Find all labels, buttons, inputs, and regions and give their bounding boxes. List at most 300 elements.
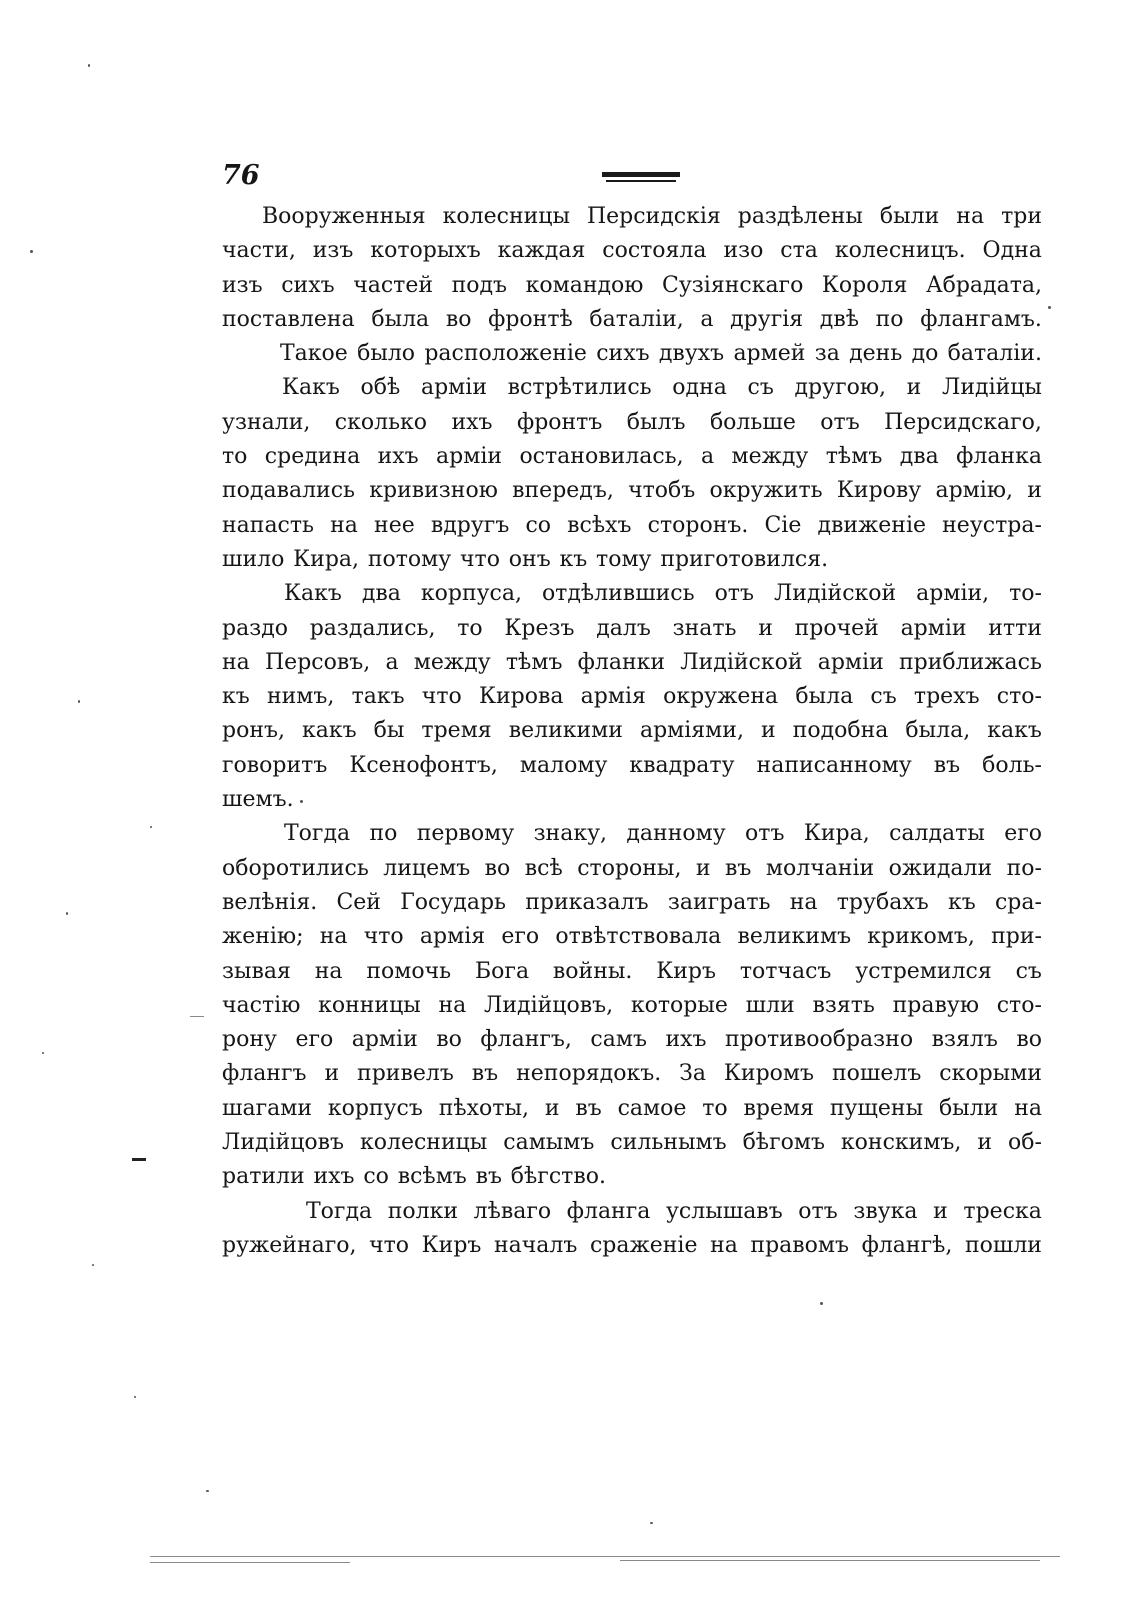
text-word: во — [436, 1027, 462, 1053]
text-word: больше — [709, 409, 796, 435]
text-word: Какъ — [284, 581, 342, 607]
text-word: Киръ — [656, 958, 716, 984]
text-word: Киръ — [421, 1232, 482, 1258]
text-word: раздѣлены — [737, 204, 863, 229]
text-line — [222, 852, 1042, 886]
text-word: приготовился. — [660, 546, 829, 572]
text-line — [222, 234, 1042, 268]
text-word: отъ — [798, 1198, 838, 1224]
scan-speck — [30, 250, 33, 253]
text-word: данному — [626, 821, 726, 847]
text-word: въ — [475, 1164, 502, 1190]
text-word: колесницъ. — [834, 238, 966, 264]
text-word: съ — [747, 375, 774, 401]
text-word: всѣмъ — [397, 1164, 467, 1190]
text-word: и — [544, 1095, 560, 1121]
text-word: командою — [525, 272, 644, 298]
text-word: войны. — [552, 958, 633, 984]
text-word: были — [938, 1095, 999, 1121]
text-word: звука — [853, 1198, 918, 1224]
text-word: кривизною — [369, 478, 498, 504]
text-word: и — [977, 1130, 993, 1156]
text-word: взялъ — [931, 1027, 998, 1053]
text-word: между — [731, 444, 809, 470]
text-word: на — [319, 924, 348, 950]
text-word: Одна — [982, 238, 1042, 264]
text-word: средина — [264, 444, 361, 470]
text-word: тремя — [421, 718, 492, 744]
text-word: отдѣлившись — [541, 581, 695, 607]
text-word: сихъ — [596, 341, 650, 367]
text-line — [222, 886, 1042, 920]
text-word: на — [956, 204, 985, 229]
text-word: полки — [387, 1198, 459, 1224]
text-word: его — [1004, 821, 1042, 847]
scan-dash — [190, 1016, 204, 1017]
text-word: сра- — [994, 889, 1042, 915]
text-word: то — [457, 615, 483, 641]
text-word: Лидійцовъ, — [484, 992, 614, 1018]
text-word: три — [1001, 204, 1042, 229]
text-word: что — [421, 684, 462, 710]
text-word: арміи — [351, 1027, 418, 1053]
text-word: шли — [745, 992, 795, 1018]
text-word: фронтѣ — [488, 306, 573, 332]
text-line — [222, 303, 1042, 337]
text-word: и — [758, 615, 773, 641]
text-word: каждая — [497, 238, 586, 264]
text-word: флангъ — [222, 1061, 307, 1087]
text-word: въ — [471, 1061, 499, 1087]
text-word: помочь — [366, 958, 452, 984]
text-word: далъ — [596, 615, 651, 641]
text-word: въ — [933, 752, 961, 778]
text-word: Кирову — [836, 478, 922, 504]
text-word: со — [525, 512, 552, 538]
text-word: противообразно — [725, 1027, 914, 1053]
text-word: до — [911, 341, 939, 367]
text-word: Тогда — [284, 821, 351, 847]
ornament-bar-thick — [602, 172, 680, 177]
text-word: остановилась, — [519, 444, 684, 470]
text-word: женію; — [222, 924, 304, 950]
text-word: раздо — [222, 615, 288, 641]
text-word: прочей — [794, 615, 879, 641]
text-line — [222, 1229, 1042, 1263]
text-word: Кирова — [478, 684, 564, 710]
page-number: 76 — [222, 160, 260, 191]
text-word: треска — [963, 1198, 1042, 1224]
text-word: расположеніе — [424, 341, 587, 367]
text-word: ихъ — [451, 409, 493, 435]
text-word: отъ — [714, 581, 754, 607]
text-word: Государь — [400, 889, 507, 915]
text-word: была — [795, 684, 854, 710]
text-word: знать — [672, 615, 737, 641]
text-word: частей — [353, 272, 434, 298]
text-word: шагами — [222, 1095, 312, 1121]
text-word: бѣгство. — [510, 1164, 606, 1190]
text-word: движеніе — [817, 512, 927, 538]
text-word: Вооруженныя — [262, 204, 426, 229]
text-word: какъ — [987, 718, 1042, 744]
scan-edge-line — [620, 1560, 1040, 1561]
text-line — [222, 200, 1042, 234]
text-word: Персидскаго, — [884, 409, 1042, 435]
text-word: на — [710, 1232, 738, 1258]
text-word: фланки — [577, 649, 666, 675]
text-word: фланка — [956, 444, 1042, 470]
text-word: флангъ, — [480, 1027, 572, 1053]
text-word: пошелъ — [831, 1061, 922, 1087]
text-word: фланга — [566, 1198, 651, 1224]
text-word: со — [363, 1164, 389, 1190]
text-word: нимъ, — [266, 684, 335, 710]
text-line — [222, 1195, 1042, 1229]
text-word: при- — [991, 924, 1042, 950]
text-word: флангамъ. — [920, 306, 1042, 332]
text-word: Такое — [280, 341, 348, 367]
scan-speck — [134, 1396, 136, 1398]
text-word: Бога — [475, 958, 530, 984]
text-word: въ — [575, 1095, 602, 1121]
scan-edge-line — [150, 1562, 350, 1563]
text-word: была — [371, 306, 430, 332]
text-word: окружена — [663, 684, 779, 710]
text-word: сто- — [996, 684, 1042, 710]
text-word: то — [702, 1095, 728, 1121]
scan-speck — [78, 700, 80, 703]
text-word: ратили — [222, 1164, 305, 1190]
text-word: отъ — [820, 409, 860, 435]
text-line — [222, 1023, 1042, 1057]
text-line — [222, 509, 1042, 543]
text-word: изо — [723, 238, 764, 264]
text-line — [222, 577, 1042, 611]
text-word: Кира, — [293, 546, 360, 572]
scan-speck — [150, 826, 152, 828]
text-line — [222, 920, 1042, 954]
text-word: армія — [580, 684, 646, 710]
text-word: колесницы — [442, 204, 570, 229]
text-word: а — [701, 444, 715, 470]
text-word: отвѣтствовала — [555, 924, 722, 950]
text-word: велѣнія. — [222, 889, 318, 915]
text-word: Киромъ — [723, 1061, 815, 1087]
text-word: его — [295, 1027, 334, 1053]
text-word: по — [369, 821, 398, 847]
text-word: молчаніи — [765, 855, 875, 881]
text-word: Кира, — [803, 821, 870, 847]
text-word: то — [222, 444, 248, 470]
text-word: тому — [596, 546, 652, 572]
text-word: ихъ — [313, 1164, 355, 1190]
text-word: об- — [1008, 1130, 1042, 1156]
text-word: итти — [988, 615, 1042, 641]
text-word: арміи — [900, 615, 967, 641]
text-word: Сіе — [764, 512, 802, 538]
text-word: напасть — [222, 512, 315, 538]
text-word: всѣ — [524, 855, 563, 881]
text-word: подъ — [451, 272, 508, 298]
text-word: одна — [672, 375, 727, 401]
text-line — [222, 612, 1042, 646]
text-word: квадрату — [629, 752, 735, 778]
text-word: между — [413, 649, 491, 675]
text-word: что — [363, 924, 404, 950]
text-line — [222, 1126, 1042, 1160]
scan-speck — [66, 912, 68, 915]
text-word: подавались — [222, 478, 356, 504]
text-word: корпуса, — [420, 581, 522, 607]
text-word: малому — [519, 752, 608, 778]
text-word: конницы — [318, 992, 421, 1018]
text-word: два — [361, 581, 401, 607]
text-word: день — [849, 341, 903, 367]
text-line — [222, 474, 1042, 508]
text-word: съ — [870, 684, 897, 710]
text-word: и — [933, 1198, 948, 1224]
text-word: тѣмъ — [825, 444, 883, 470]
text-word: что — [369, 1232, 410, 1258]
text-word: на — [789, 889, 818, 915]
scan-speck — [206, 1490, 209, 1492]
text-word: а — [385, 649, 399, 675]
text-word: на — [222, 649, 250, 675]
text-line — [222, 817, 1042, 851]
scan-dash — [132, 1158, 146, 1161]
scan-speck — [1048, 306, 1051, 309]
text-word: арміи — [817, 649, 884, 675]
text-line — [222, 714, 1042, 748]
text-word: правую — [892, 992, 979, 1018]
text-word: что — [460, 546, 500, 572]
text-word: бѣгомъ — [742, 1130, 825, 1156]
text-word: приказалъ — [525, 889, 649, 915]
text-word: Лидійской — [680, 649, 803, 675]
text-word: всѣхъ — [567, 512, 632, 538]
text-word: привелъ — [357, 1061, 454, 1087]
text-word: армію, — [935, 478, 1013, 504]
text-word: окружить — [709, 478, 823, 504]
text-word: баталіи, — [589, 306, 684, 332]
text-word: узнали, — [222, 409, 311, 435]
text-word: салдаты — [889, 821, 985, 847]
text-line — [222, 749, 1042, 783]
text-word: трехъ — [913, 684, 980, 710]
text-word: чтобъ — [628, 478, 696, 504]
text-word: и — [695, 855, 711, 881]
text-word: За — [679, 1061, 706, 1087]
text-word: ихъ — [377, 444, 419, 470]
text-line — [222, 543, 1042, 577]
text-word: шило — [222, 546, 285, 572]
text-word: заиграть — [667, 889, 771, 915]
text-word: подобна — [792, 718, 889, 744]
text-word: скорыми — [939, 1061, 1042, 1087]
text-word: лицемъ — [383, 855, 471, 881]
text-word: два — [899, 444, 939, 470]
text-word: самымъ — [503, 1130, 595, 1156]
text-line — [222, 955, 1042, 989]
text-word: ожидали — [888, 855, 993, 881]
text-line — [222, 989, 1042, 1023]
text-word: по- — [1006, 855, 1042, 881]
text-word: частію — [222, 992, 301, 1018]
text-word: двѣ — [819, 306, 859, 332]
text-word: непорядокъ. — [516, 1061, 662, 1087]
text-word: къ — [222, 684, 250, 710]
text-word: арміи — [436, 444, 503, 470]
text-word: трубахъ — [836, 889, 929, 915]
text-word: пошли — [964, 1232, 1042, 1258]
text-word: обѣ — [360, 375, 401, 401]
text-word: во — [484, 855, 511, 881]
text-word: сраженіе — [589, 1232, 698, 1258]
text-word: арміи, — [916, 581, 990, 607]
text-word: были — [879, 204, 940, 229]
text-word: зывая — [222, 958, 291, 984]
text-word: и — [1027, 478, 1042, 504]
text-word: вдругъ — [430, 512, 510, 538]
text-line — [222, 371, 1042, 405]
text-line — [222, 440, 1042, 474]
text-word: къ — [559, 546, 588, 572]
scan-speck — [650, 1522, 653, 1524]
text-word: конскимъ, — [840, 1130, 962, 1156]
text-word: оборотились — [222, 855, 369, 881]
text-word: знаку, — [533, 821, 608, 847]
text-word: а — [700, 306, 714, 332]
text-word: сильнымъ — [610, 1130, 727, 1156]
text-word: части, — [222, 238, 296, 264]
text-word: Сузіянскаго — [662, 272, 804, 298]
text-line — [222, 406, 1042, 440]
text-word: началъ — [493, 1232, 578, 1258]
text-word: бы — [373, 718, 405, 744]
text-word: сколько — [334, 409, 428, 435]
text-word: армія — [419, 924, 486, 950]
text-line — [222, 783, 1042, 817]
text-word: изъ — [312, 238, 354, 264]
text-word: ихъ — [665, 1027, 707, 1053]
text-line — [222, 1160, 1042, 1194]
scan-edge-line — [150, 1556, 1060, 1557]
text-word: по — [875, 306, 904, 332]
text-word: на — [314, 958, 343, 984]
text-word: лѣваго — [473, 1198, 552, 1224]
text-word: неустра- — [942, 512, 1042, 538]
text-word: ста — [780, 238, 818, 264]
text-word: изъ — [222, 272, 263, 298]
text-word: на — [1014, 1095, 1042, 1121]
text-word: которыхъ — [370, 238, 481, 264]
text-word: шемъ. — [222, 787, 294, 813]
text-word: на — [438, 992, 467, 1018]
text-word: такъ — [351, 684, 405, 710]
text-word: баталіи. — [947, 341, 1042, 367]
text-line — [222, 1092, 1042, 1126]
text-word: стороны, — [577, 855, 682, 881]
text-word: крикомъ, — [867, 924, 975, 950]
text-word: приближась — [898, 649, 1042, 675]
text-word: ружейнаго, — [222, 1232, 357, 1258]
text-line — [222, 646, 1042, 680]
text-word: которые — [630, 992, 728, 1018]
text-word: другою, — [794, 375, 887, 401]
text-word: пѣхоты, — [438, 1095, 529, 1121]
text-word: Тогда — [306, 1198, 373, 1224]
text-word: на — [330, 512, 358, 538]
text-word: Персовъ, — [265, 649, 371, 675]
text-word: арміи — [420, 375, 487, 401]
text-word: пущены — [829, 1095, 924, 1121]
text-word: ронъ, — [222, 718, 285, 744]
text-word: Ксенофонтъ, — [349, 752, 498, 778]
text-word: тотчасъ — [739, 958, 832, 984]
text-word: то- — [1009, 581, 1042, 607]
text-word: сторонъ. — [647, 512, 749, 538]
text-word: его — [501, 924, 540, 950]
scan-speck — [42, 1052, 44, 1054]
text-word: поставлена — [222, 306, 355, 332]
text-word: нее — [374, 512, 415, 538]
text-word: было — [357, 341, 416, 367]
text-word: за — [814, 341, 840, 367]
text-word: время — [743, 1095, 814, 1121]
text-word: съ — [1015, 958, 1042, 984]
text-word: тѣмъ — [505, 649, 563, 675]
text-word: услышавъ — [665, 1198, 783, 1224]
text-word: Лидійской — [773, 581, 897, 607]
text-line — [222, 269, 1042, 303]
text-word: и — [760, 718, 776, 744]
text-word: колесницы — [360, 1130, 488, 1156]
text-word: рону — [222, 1027, 277, 1053]
text-word: впередъ, — [512, 478, 614, 504]
text-line — [222, 1057, 1042, 1091]
ornament-bar-thin — [606, 180, 676, 182]
text-word: состояла — [602, 238, 707, 264]
text-word: онъ — [508, 546, 551, 572]
text-word: Абрадата, — [925, 272, 1042, 298]
text-word: потому — [367, 546, 452, 572]
text-word: правомъ — [750, 1232, 850, 1258]
text-word: Персидскія — [586, 204, 721, 229]
text-word: двухъ — [658, 341, 725, 367]
text-word: Лидійцовъ — [222, 1130, 345, 1156]
text-word: Сей — [336, 889, 381, 915]
text-word: другія — [730, 306, 804, 332]
text-word: была, — [905, 718, 971, 744]
text-word: самое — [617, 1095, 687, 1121]
text-word: къ — [947, 889, 976, 915]
text-word: какъ — [302, 718, 357, 744]
text-word: былъ — [626, 409, 686, 435]
text-word: взять — [812, 992, 875, 1018]
text-word: Лидійцы — [942, 375, 1042, 401]
text-word: Короля — [821, 272, 908, 298]
text-word: великими — [508, 718, 623, 744]
body-text — [222, 200, 1042, 1263]
text-word: сихъ — [281, 272, 335, 298]
text-word: говоритъ — [222, 752, 328, 778]
text-word: первому — [416, 821, 515, 847]
text-word: во — [1016, 1027, 1042, 1053]
text-word: сто- — [996, 992, 1042, 1018]
scan-speck — [92, 1264, 94, 1266]
text-word: и — [324, 1061, 340, 1087]
